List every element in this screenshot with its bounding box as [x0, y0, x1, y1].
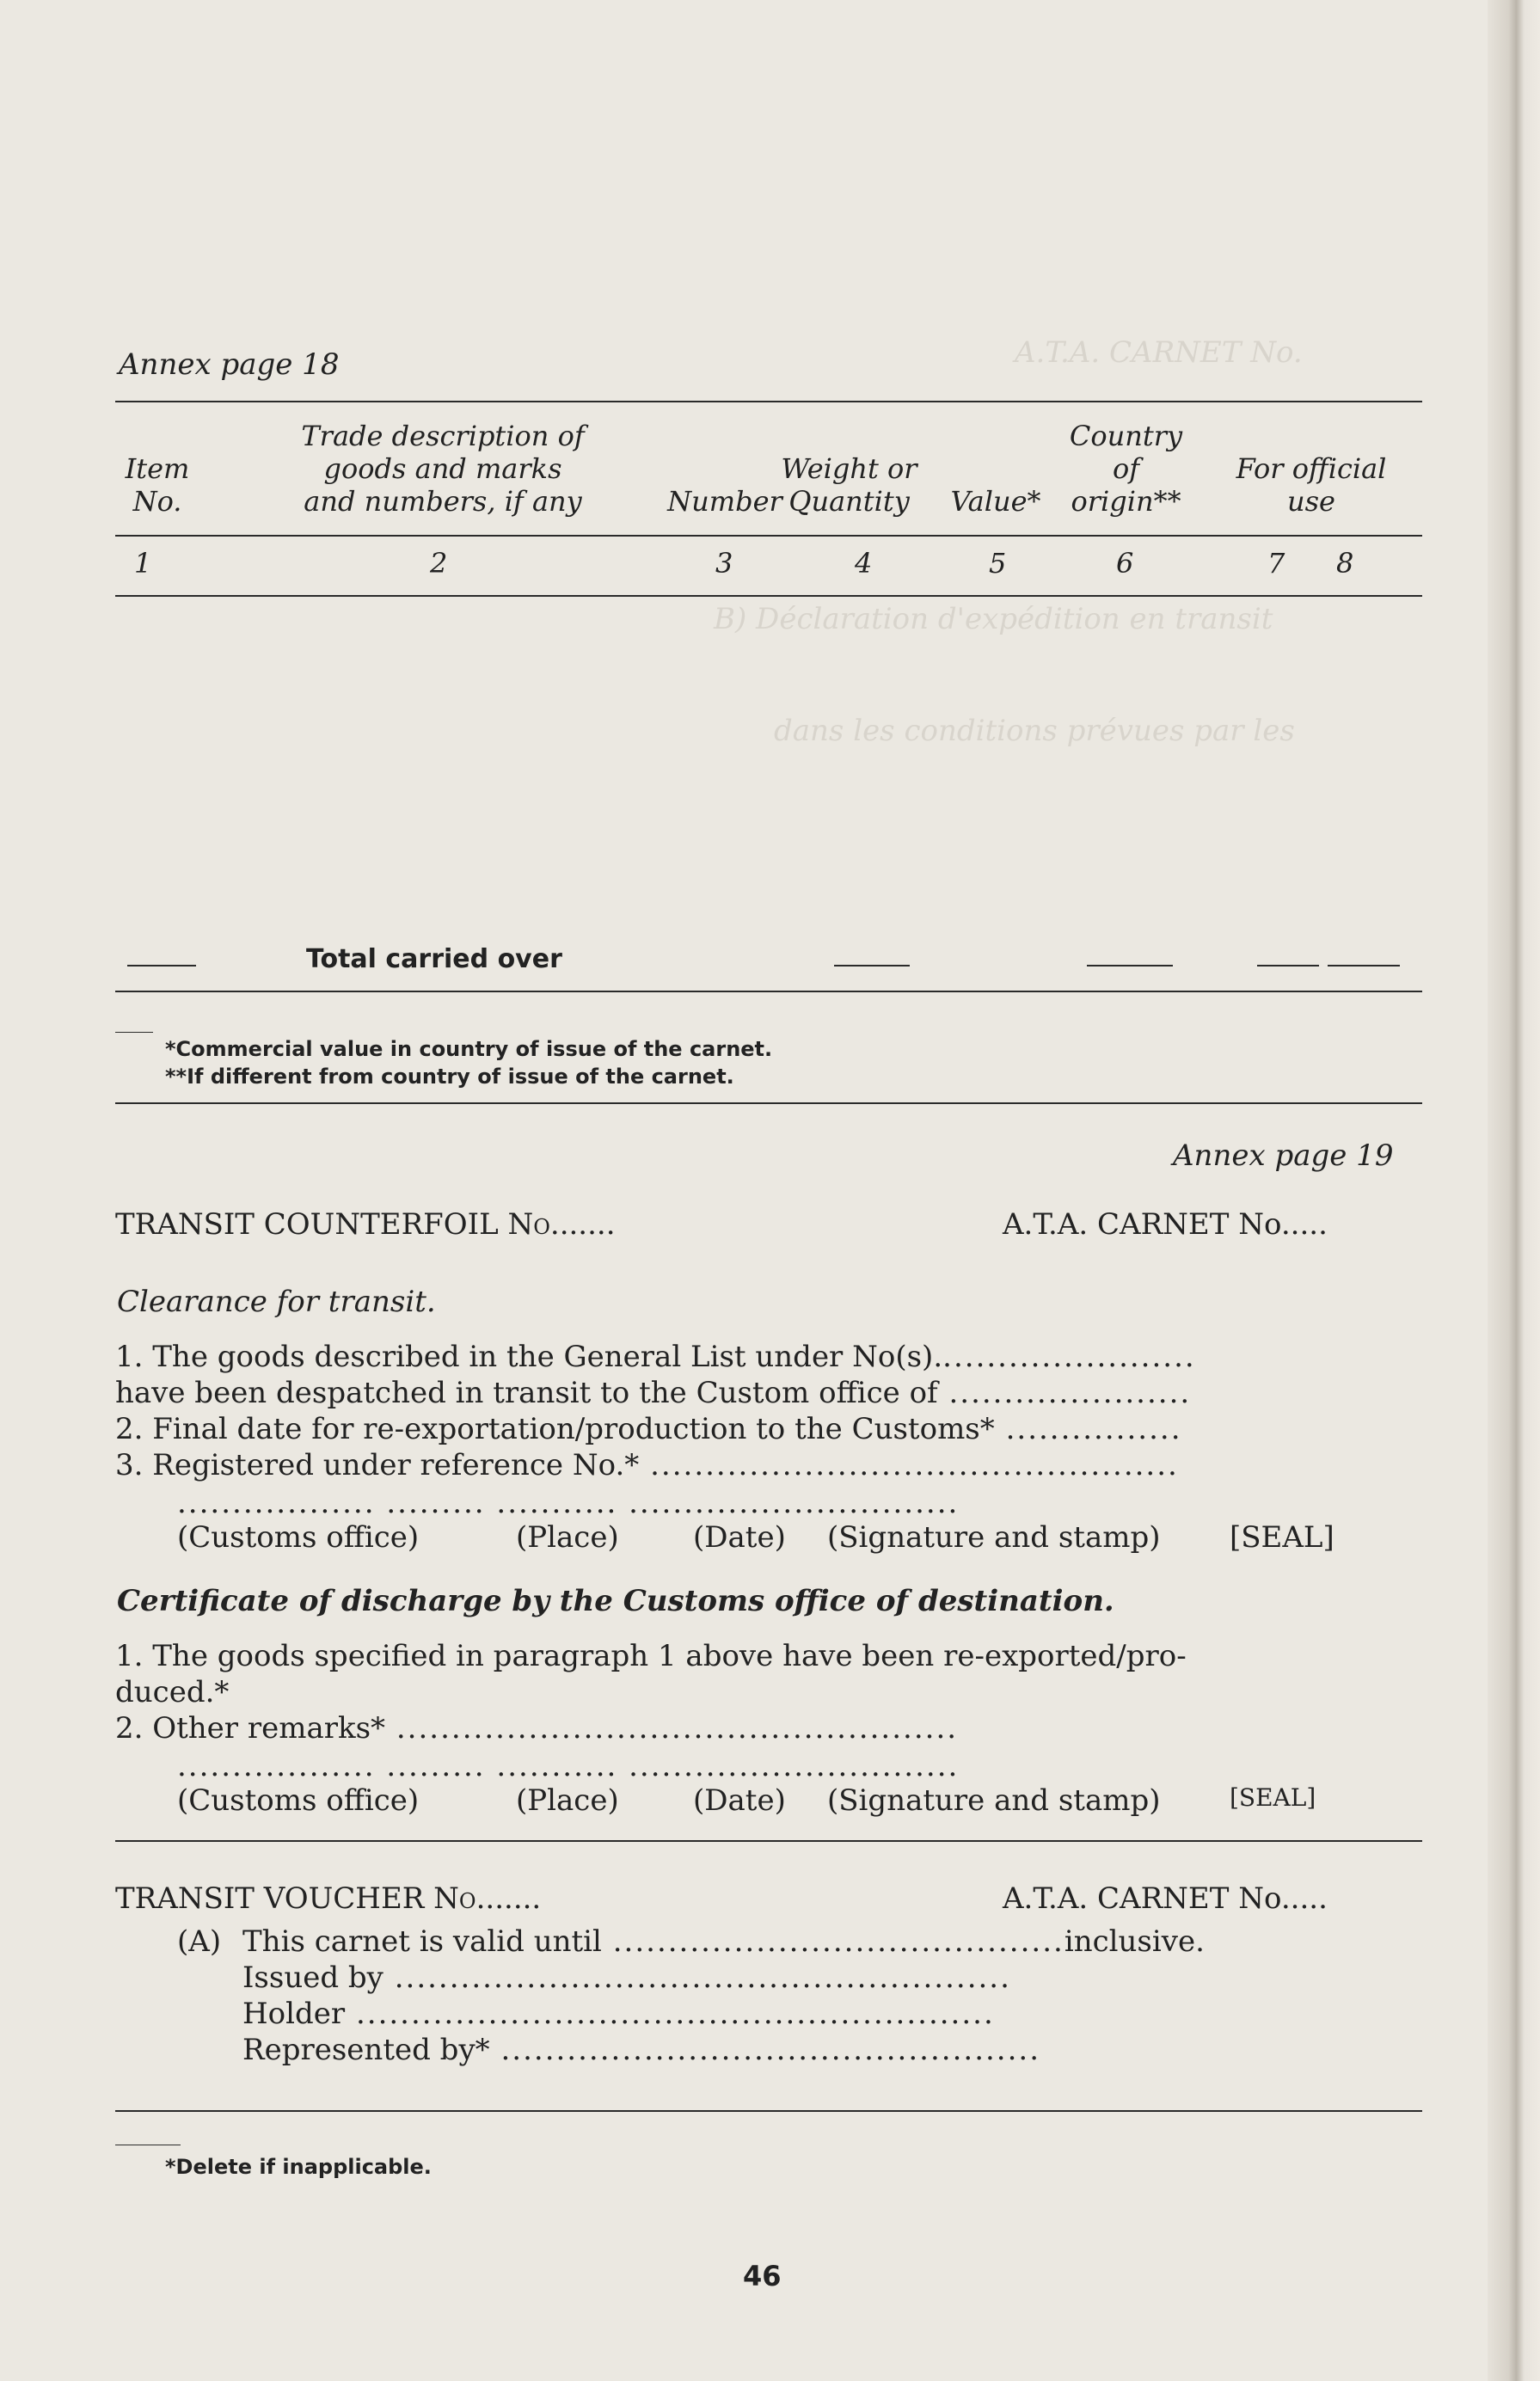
seal-label-2: [SEAL] — [1230, 1783, 1316, 1812]
other-remarks-line: 2. Other remarks* ................................................... — [115, 1711, 959, 1746]
page-number: 46 — [743, 2260, 782, 2292]
discharge-line-1b: duced.* — [115, 1675, 230, 1709]
signature-dots-row-2: .................. ......... ........... .............................. — [177, 1749, 960, 1783]
clearance-line-2: have been despatched in transit to the Custom office of ...................... — [115, 1376, 1192, 1410]
annex-18-bottom-rule — [115, 1102, 1422, 1104]
signature-dots-row-1: .................. ......... ........... .............................. — [177, 1486, 960, 1520]
place-label: (Place) — [516, 1520, 619, 1555]
total-dash-1 — [127, 965, 196, 967]
col-number-8: 8 — [1336, 547, 1354, 580]
represented-by-line: Represented by* ................................................. — [242, 2033, 1041, 2067]
date-label: (Date) — [693, 1520, 786, 1555]
annex-18-title: Annex page 18 — [119, 347, 340, 382]
clearance-line-1: 1. The goods described in the General List under No(s)........................ — [115, 1340, 1196, 1374]
place-label-2: (Place) — [516, 1783, 619, 1818]
col-number-5: 5 — [989, 547, 1007, 580]
discharge-line-1: 1. The goods specified in paragraph 1 above have been re-exported/pro- — [115, 1639, 1187, 1673]
total-dash-2 — [834, 965, 910, 967]
delete-if-inapplicable-note: *Delete if inapplicable. — [165, 2155, 432, 2179]
clearance-heading: Clearance for transit. — [117, 1285, 436, 1319]
transit-counterfoil-number: TRANSIT COUNTERFOIL No....... — [115, 1207, 616, 1242]
discharge-heading: Certificate of discharge by the Customs office of destination. — [117, 1584, 1114, 1618]
total-rule — [115, 991, 1422, 992]
col-number-3: 3 — [715, 547, 733, 580]
discharge-bottom-rule — [115, 1840, 1422, 1842]
annex-19-title: Annex page 19 — [1173, 1138, 1394, 1173]
customs-office-label: (Customs office) — [177, 1520, 420, 1555]
page-binding-edge — [1488, 0, 1540, 2381]
customs-office-label-2: (Customs office) — [177, 1783, 420, 1818]
clearance-line-4: 3. Registered under reference No.* ................................................ — [115, 1448, 1179, 1482]
transit-voucher-number: TRANSIT VOUCHER No....... — [115, 1881, 542, 1916]
total-dash-5 — [1328, 965, 1400, 967]
col-number-6: 6 — [1116, 547, 1134, 580]
col-header-official-use: For official use — [1236, 452, 1387, 518]
col-number-1: 1 — [134, 547, 152, 580]
col-number-4: 4 — [855, 547, 873, 580]
voucher-bottom-rule — [115, 2110, 1422, 2112]
col-header-item: Item No. — [125, 452, 190, 518]
valid-prefix: (A) — [177, 1924, 222, 1959]
ata-carnet-number-2: A.T.A. CARNET No..... — [1003, 1881, 1328, 1916]
footnote-country-of-origin: **If different from country of issue of the carnet. — [165, 1065, 734, 1089]
col-header-description: Trade description of goods and marks and numbers, if any — [301, 420, 585, 518]
total-dash-4 — [1257, 965, 1319, 967]
signature-stamp-label-2: (Signature and stamp) — [827, 1783, 1161, 1818]
col-header-value: Value* — [950, 485, 1041, 518]
header-rule — [115, 535, 1422, 537]
date-label-2: (Date) — [693, 1783, 786, 1818]
table-top-rule — [115, 401, 1422, 402]
bleed-through-text: dans les conditions prévues par les — [774, 714, 1295, 748]
valid-until-line: This carnet is valid until .........................................inclusive. — [242, 1924, 1205, 1959]
col-header-number: Number — [667, 485, 782, 518]
col-number-2: 2 — [430, 547, 448, 580]
bleed-through-text: A.T.A. CARNET No. — [1015, 335, 1303, 370]
ata-carnet-number: A.T.A. CARNET No..... — [1003, 1207, 1328, 1242]
col-header-country: Country of origin** — [1069, 420, 1183, 518]
col-header-weight-quantity: Weight or Quantity — [781, 452, 917, 518]
total-carried-over-label: Total carried over — [306, 944, 562, 974]
issued-by-line: Issued by ........................................................ — [242, 1961, 1011, 1995]
footnote-dash — [115, 1032, 153, 1033]
total-dash-3 — [1087, 965, 1173, 967]
seal-label: [SEAL] — [1230, 1520, 1334, 1555]
clearance-line-3: 2. Final date for re-exportation/production to the Customs* ................ — [115, 1412, 1182, 1446]
signature-stamp-label: (Signature and stamp) — [827, 1520, 1161, 1555]
bleed-through-text: B) Déclaration d'expédition en transit — [714, 602, 1273, 636]
footnote-commercial-value: *Commercial value in country of issue of the carnet. — [165, 1037, 773, 1061]
holder-line: Holder .......................................................... — [242, 1997, 995, 2031]
col-number-7: 7 — [1267, 547, 1285, 580]
numbers-rule — [115, 595, 1422, 597]
